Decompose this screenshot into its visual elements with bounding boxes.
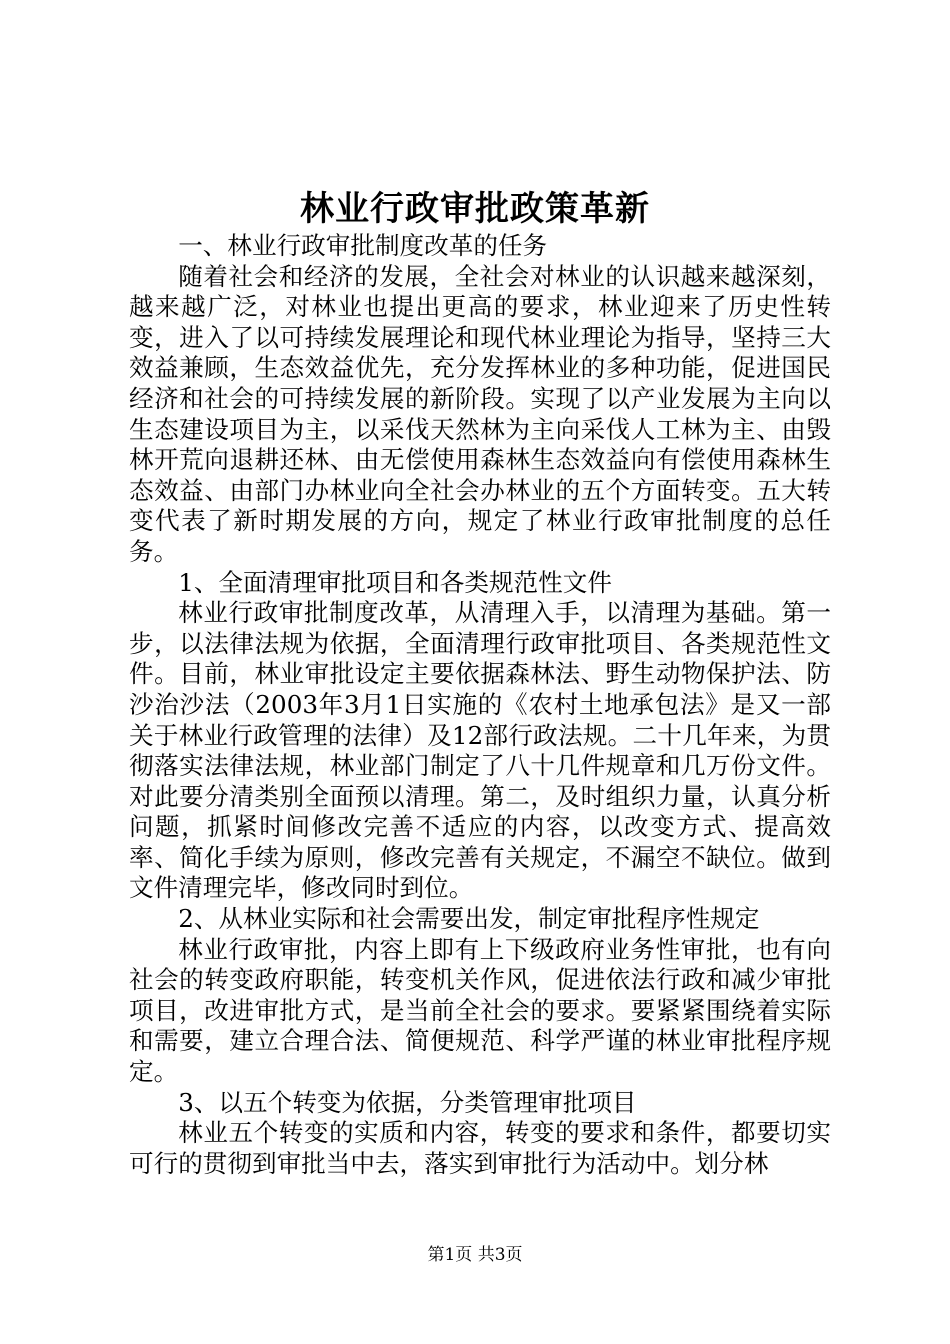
section-heading: 一、林业行政审批制度改革的任务: [178, 231, 548, 260]
paragraph: 林业行政审批制度改革，从清理入手，以清理为基础。第一步，以法律法规为依据，全面清理行政审批项目、各类规范性文件。目前，林业审批设定主要依据森林法、野生动物保护法、防沙治沙法（2003年3月1日实施的《农村土地承包法》是又一部关于林业行政管理的法律）及12部行政法规。二十几年来，为贯彻落实法律法规，林业部门制定了八十几件规章和几万份文件。对此要分清类别全面预以清理。第二，及时组织力量，认真分析问题，抓紧时间修改完善不适应的内容，以改变方式、提高效率、简化手续为原则，修改完善有关规定，不漏空不缺位。做到文件清理完毕，修改同时到位。: [129, 598, 831, 903]
paragraph: 随着社会和经济的发展，全社会对林业的认识越来越深刻，越来越广泛，对林业也提出更高的要求，林业迎来了历史性转变，进入了以可持续发展理论和现代林业理论为指导，坚持三大效益兼顾，生态效益优先，充分发挥林业的多种功能，促进国民经济和社会的可持续发展的新阶段。实现了以产业发展为主向以生态建设项目为主，以采伐天然林为主向采伐人工林为主、由毁林开荒向退耕还林、由无偿使用森林生态效益向有偿使用森林生态效益、由部门办林业向全社会办林业的五个方面转变。五大转变代表了新时期发展的方向，规定了林业行政审批制度的总任务。: [129, 261, 831, 566]
paragraph: 林业五个转变的实质和内容，转变的要求和条件，都要切实可行的贯彻到审批当中去，落实到审批行为活动中。划分林: [129, 1118, 831, 1178]
section-heading: 2、从林业实际和社会需要出发，制定审批程序性规定: [178, 904, 760, 934]
section-heading: 1、全面清理审批项目和各类规范性文件: [178, 567, 612, 597]
document-body: [129, 231, 831, 1179]
document-title: 林业行政审批政策革新: [300, 189, 650, 229]
page-footer: 第1页 共3页: [427, 1245, 523, 1265]
paragraph: 林业行政审批，内容上即有上下级政府业务性审批，也有向社会的转变政府职能，转变机关作风，促进依法行政和减少审批项目，改进审批方式，是当前全社会的要求。要紧紧围绕着实际和需要，建立合理合法、简便规范、科学严谨的林业审批程序规定。: [129, 934, 831, 1087]
section-heading: 3、以五个转变为依据，分类管理审批项目: [178, 1087, 637, 1117]
